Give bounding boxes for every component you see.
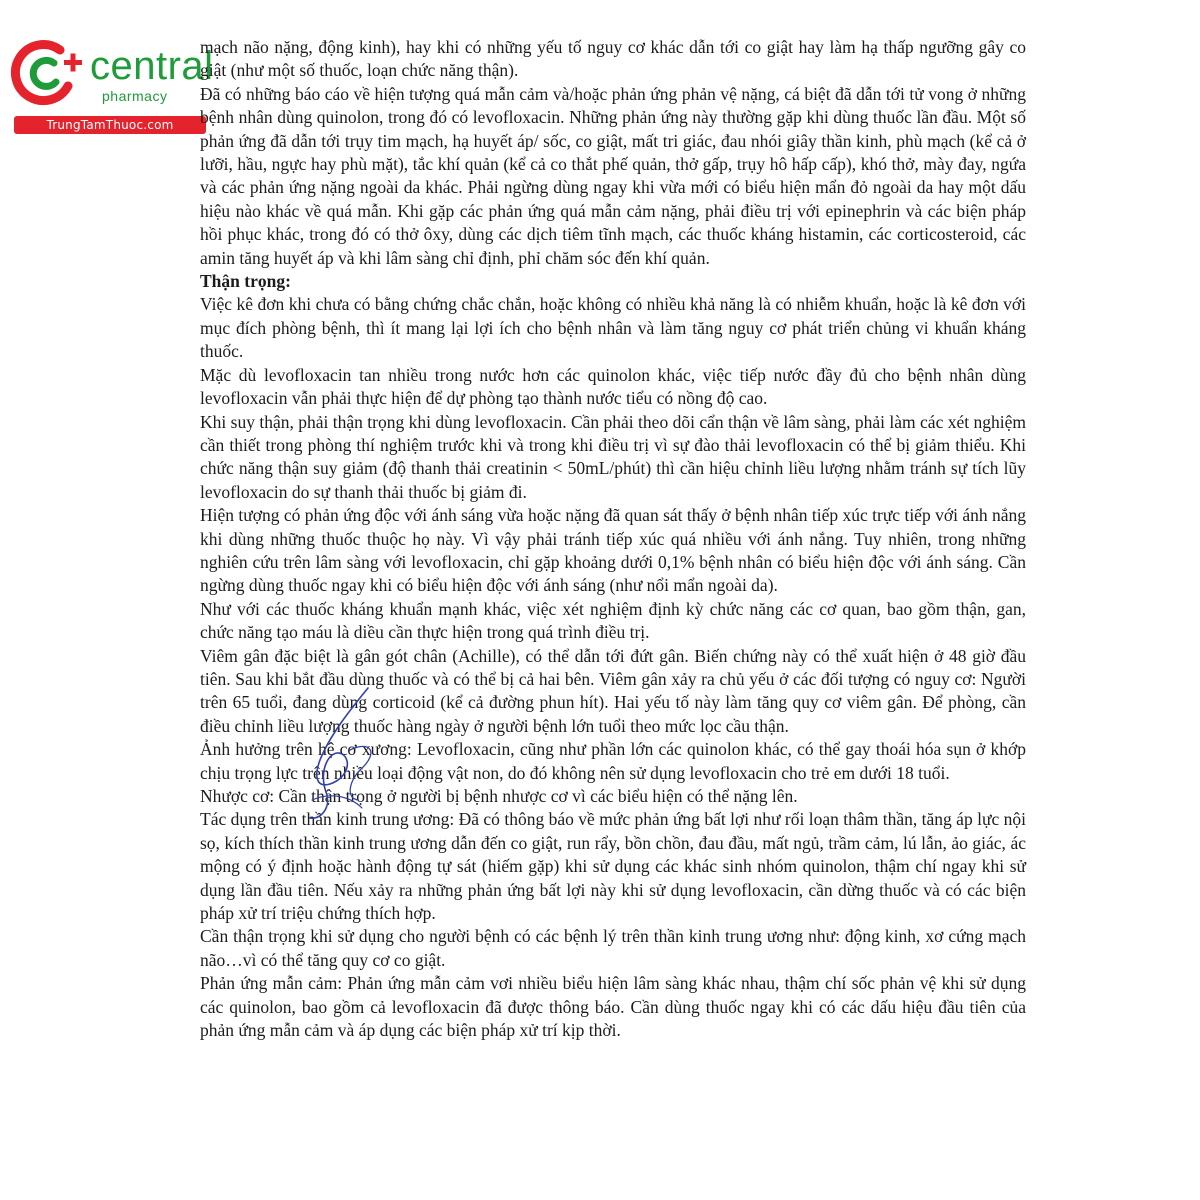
brand-subtitle: pharmacy	[102, 88, 168, 104]
brand-logo	[10, 36, 215, 136]
brand-website: TrungTamThuoc.com	[14, 116, 206, 134]
plus-cross-c-mark-icon	[10, 36, 82, 108]
paragraph: Đã có những báo cáo về hiện tượng quá mẫn cảm và/hoặc phản ứng phản vệ nặng, cá biệt đã dẫn tới tử vong ở những bệnh nhân dùng quinolon, trong đó có levofloxacin. Những phản ứng này thường gặp khi dùng thuốc lần đầu. Một số phản ứng đã dẫn tới trụy tim mạch, hạ huyết áp/ sốc, co giật, mất tri giác, đau nhói giây thần kinh, phù mạch (kể cả ở lưỡi, hầu, ngực hay phù mặt), tắc khí quản (kể cả co thắt phế quản, thở gấp, trụy hô hấp cấp), khó thở, mày đay, ngứa và các phản ứng nặng ngoài da khác. Phải ngừng dùng ngay khi vừa mới có biểu hiện mẩn đỏ ngoài da hay một dấu hiệu nào khác về quá mẫn. Khi gặp các phản ứng quá mẫn cảm nặng, phải điều trị với epinephrin và các biện pháp hồi phục khác, trong đó có thở ôxy, dùng các dịch tiêm tĩnh mạch, các thuốc kháng histamin, các corticosteroid, các amin tăng huyết áp và khi lâm sàng chỉ định, phỉ chăm sóc đến khí quản.	[200, 83, 1026, 268]
document-body	[200, 36, 1026, 1042]
paragraph: Cần thận trọng khi sử dụng cho người bệnh có các bệnh lý trên thần kinh trung ương như: động kinh, xơ cứng mạch não…vì có thể tăng quy cơ co giật.	[200, 926, 1026, 970]
paragraph: Hiện tượng có phản ứng độc với ánh sáng vừa hoặc nặng đã quan sát thấy ở bệnh nhân tiếp xúc trực tiếp với ánh nắng khi dùng những thuốc thuộc họ này. Vì vậy phải tránh tiếp xúc quá nhiều với ánh nắng. Tuy nhiên, trong những nghiên cứu trên lâm sàng với levofloxacin, chỉ gặp khoảng dưới 0,1% bệnh nhân có biểu hiện độc với ánh sáng. Cần ngừng dùng thuốc ngay khi có biểu hiện độc với ánh sáng (như nổi mẩn ngoài da).	[200, 505, 1026, 596]
paragraph: Viêm gân đặc biệt là gân gót chân (Achille), có thể dẫn tới đứt gân. Biến chứng này có thể xuất hiện ở 48 giờ đầu tiên. Sau khi bắt đầu dùng thuốc và có thể bị cả hai bên. Viêm gân xảy ra chủ yếu ở các đối tượng có nguy cơ: Người trên 65 tuổi, đang dùng corticoid (kể cả đường phun hít). Hai yếu tố này làm tăng quy cơ viêm gân. Để phòng, cần điều chỉnh liều lượng thuốc hàng ngày ở người bệnh lớn tuổi theo mức lọc cầu thận.	[200, 645, 1026, 736]
brand-name: central	[90, 44, 214, 88]
paragraph: Mặc dù levofloxacin tan nhiều trong nước hơn các quinolon khác, việc tiếp nước đầy đủ cho bệnh nhân dùng levofloxacin vẫn phải thực hiện để dự phòng tạo thành nước tiểu có nồng độ cao.	[200, 364, 1026, 409]
paragraph: Phản ứng mẫn cảm: Phản ứng mẫn cảm vơi nhiều biểu hiện lâm sàng khác nhau, thậm chí sốc phản vệ khi sử dụng các quinolon, bao gồm cả levofloxacin đã được thông báo. Cần dùng thuốc ngay khi có các dấu hiệu đầu tiên của phản ứng mẫn cảm và áp dụng các biện pháp xử trí kịp thời.	[200, 973, 1026, 1041]
paragraph: Nhược cơ: Cần thận trọng ở người bị bệnh nhược cơ vì các biểu hiện có thể nặng lên.	[200, 786, 798, 806]
section-heading: Thận trọng:	[200, 271, 291, 292]
paragraph: Ảnh hưởng trên hệ cơ xương: Levofloxacin, cũng như phần lớn các quinolon khác, có thể gay thoái hóa sụn ở khớp chịu trọng lực trên nhiều loại động vật non, do đó không nên sử dụng levofloxacin cho trẻ em dưới 18 tuổi.	[200, 739, 1026, 783]
paragraph: Như với các thuốc kháng khuẩn mạnh khác, việc xét nghiệm định kỳ chức năng các cơ quan, bao gồm thận, gan, chức năng tạo máu là diều cần thực hiện trong quá trình điều trị.	[200, 598, 1026, 643]
paragraph: mạch não nặng, động kinh), hay khi có những yếu tố nguy cơ khác dẫn tới co giật hay làm hạ thấp ngưỡng gây co giật (như một số thuốc, loạn chức năng thận).	[200, 37, 1026, 81]
paragraph: Khi suy thận, phải thận trọng khi dùng levofloxacin. Cần phải theo dõi cẩn thận về lâm sàng, phải làm các xét nghiệm cần thiết trong phòng thí nghiệm trước khi và trong khi điều trị vì sự đào thải levofloxacin có thể bị giảm thiểu. Khi chức năng thận suy giảm (độ thanh thải creatinin < 50mL/phút) thì cần hiệu chỉnh liều lượng nhằm tránh sự tích lũy levofloxacin do sự thanh thải thuốc bị giảm đi.	[200, 411, 1026, 502]
paragraph: Tác dụng trên thần kinh trung ương: Đã có thông báo về mức phản ứng bất lợi như rối loạn thâm thần, tăng áp lực nội sọ, kích thích thần kinh trung ương dẫn đến co giật, run rẩy, bồn chồn, đau đầu, mất ngủ, trầm cảm, lú lẫn, ảo giác, ác mộng có ý định hoặc hành động tự sát (hiếm gặp) khi sử dụng các khác sinh nhóm quinolon, thậm chí ngay khi sử dụng lần đầu tiên. Nếu xảy ra những phản ứng bất lợi này khi sử dụng levofloxacin, cần dừng thuốc và có các biện pháp xử trí triệu chứng thích hợp.	[200, 809, 1026, 924]
paragraph: Việc kê đơn khi chưa có bằng chứng chắc chắn, hoặc không có nhiều khả năng là có nhiễm khuẩn, hoặc là kê đơn với mục đích phòng bệnh, thì ít mang lại lợi ích cho bệnh nhân và làm tăng nguy cơ phát triển chủng vi khuẩn kháng thuốc.	[200, 294, 1026, 362]
